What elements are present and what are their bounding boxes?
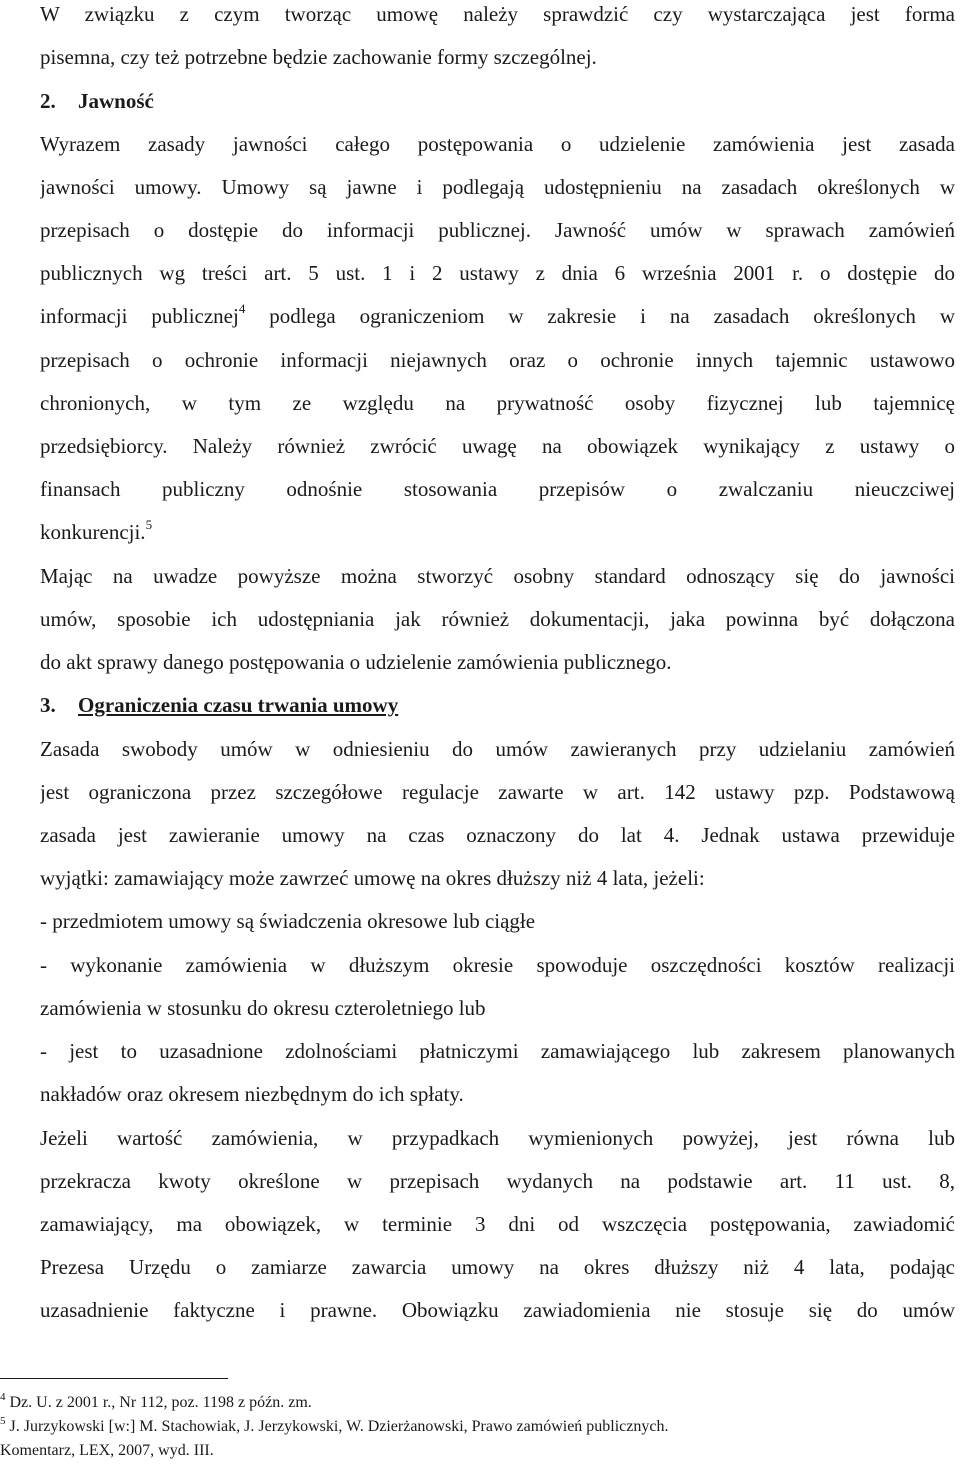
list-item: - przedmiotem umowy są świadczenia okresowe lub ciągłe <box>40 909 536 933</box>
list-item: - jest to uzasadnione zdolnościami płatniczymi zamawiającego lub zakresem planowanych <box>40 1039 955 1063</box>
paragraph-line: publicznych wg treści art. 5 ust. 1 i 2 ustawy z dnia 6 września 2001 r. o dostępie do <box>40 261 955 285</box>
paragraph-line: zasada jest zawieranie umowy na czas oznaczony do lat 4. Jednak ustawa przewiduje <box>40 823 955 847</box>
paragraph-line: jest ograniczona przez szczegółowe regulacje zawarte w art. 142 ustawy pzp. Podstawową <box>40 780 955 804</box>
paragraph-line: Wyrazem zasady jawności całego postępowania o udzielenie zamówienia jest zasada <box>40 132 955 156</box>
list-item-continuation: nakładów oraz okresem niezbędnym do ich spłaty. <box>40 1082 464 1106</box>
section-title: Jawność <box>78 89 154 113</box>
list-item: - wykonanie zamówienia w dłuższym okresie spowoduje oszczędności kosztów realizacji <box>40 953 955 977</box>
paragraph-line: przepisach o dostępie do informacji publicznej. Jawność umów w sprawach zamówień <box>40 218 955 242</box>
paragraph-line: umów, sposobie ich udostępniania jak również dokumentacji, jaka powinna być dołączona <box>40 607 955 631</box>
paragraph-line <box>40 518 955 546</box>
footnote-number: 5 <box>0 1414 6 1427</box>
paragraph-line: Mając na uwadze powyższe można stworzyć osobny standard odnoszący się do jawności <box>40 564 955 588</box>
footnote-ref-5[interactable]: 5 <box>145 517 153 532</box>
footnote-text: J. Jurzykowski [w:] M. Stachowiak, J. Jerzykowski, W. Dzierżanowski, Prawo zamówień publicznych. <box>5 1418 669 1435</box>
paragraph-line: Zasada swobody umów w odniesieniu do umów zawieranych przy udzielaniu zamówień <box>40 737 955 761</box>
paragraph-line: Prezesa Urzędu o zamiarze zawarcia umowy na okres dłuższy niż 4 lata, podając <box>40 1255 955 1279</box>
list-item-continuation: zamówienia w stosunku do okresu czteroletniego lub <box>40 996 486 1020</box>
section-title: Ograniczenia czasu trwania umowy <box>78 693 399 717</box>
paragraph-line: Jeżeli wartość zamówienia, w przypadkach wymienionych powyżej, jest równa lub <box>40 1126 955 1150</box>
section-number: 3. <box>40 693 56 717</box>
paragraph-line: pisemna, czy też potrzebne będzie zachowanie formy szczególnej. <box>40 45 597 69</box>
paragraph-line: finansach publiczny odnośnie stosowania przepisów o zwalczaniu nieuczciwej <box>40 477 955 501</box>
paragraph-line: zamawiający, ma obowiązek, w terminie 3 dni od wszczęcia postępowania, zawiadomić <box>40 1212 955 1236</box>
footnote-5-continuation: Komentarz, LEX, 2007, wyd. III. <box>0 1442 214 1459</box>
paragraph-line: jawności umowy. Umowy są jawne i podlegają udostępnieniu na zasadach określonych w <box>40 175 955 199</box>
footnote-number: 4 <box>0 1390 6 1403</box>
text-run: konkurencji. <box>40 520 146 544</box>
footnote-5 <box>0 1416 668 1438</box>
footnote-text: Dz. U. z 2001 r., Nr 112, poz. 1198 z późn. zm. <box>5 1394 312 1411</box>
paragraph-line: W związku z czym tworząc umowę należy sprawdzić czy wystarczająca jest forma <box>40 2 955 26</box>
text-run: podlega ograniczeniom w zakresie i na zasadach określonych w <box>245 304 955 328</box>
section-number: 2. <box>40 89 56 113</box>
footnote-4 <box>0 1392 312 1414</box>
paragraph-line: chronionych, w tym ze względu na prywatność osoby fizycznej lub tajemnicę <box>40 391 955 415</box>
footnote-ref-4[interactable]: 4 <box>238 302 246 316</box>
paragraph-line: przepisach o ochronie informacji niejawnych oraz o ochronie innych tajemnic ustawowo <box>40 348 955 372</box>
paragraph-line: przekracza kwoty określone w przepisach wydanych na podstawie art. 11 ust. 8, <box>40 1169 955 1193</box>
paragraph-line: do akt sprawy danego postępowania o udzielenie zamówienia publicznego. <box>40 650 672 674</box>
footnote-separator <box>0 1378 228 1379</box>
section-heading-2 <box>40 87 955 115</box>
paragraph-line: wyjątki: zamawiający może zawrzeć umowę na okres dłuższy niż 4 lata, jeżeli: <box>40 866 705 890</box>
paragraph-line <box>40 302 955 330</box>
paragraph-line: uzasadnienie faktyczne i prawne. Obowiązku zawiadomienia nie stosuje się do umów <box>40 1298 955 1322</box>
section-heading-3 <box>40 691 955 719</box>
text-run: informacji publicznej <box>40 304 239 328</box>
paragraph-line: przedsiębiorcy. Należy również zwrócić uwagę na obowiązek wynikający z ustawy o <box>40 434 955 458</box>
